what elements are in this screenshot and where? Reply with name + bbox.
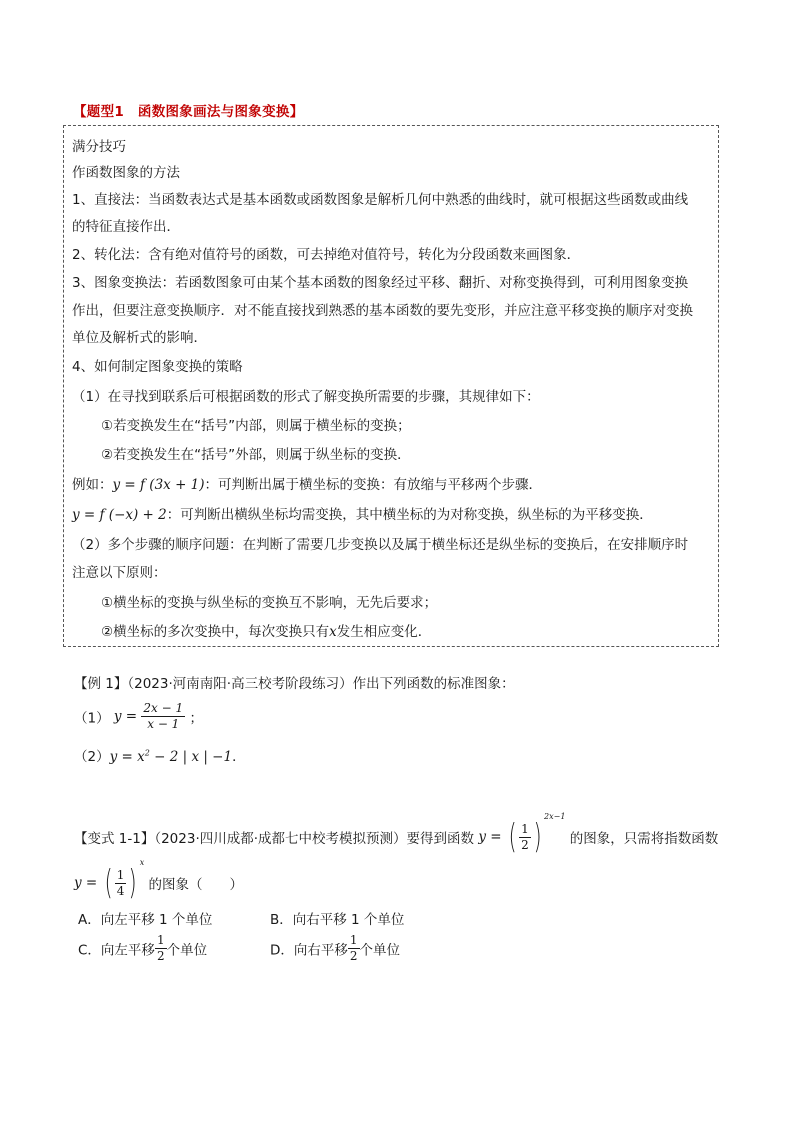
- option-b[interactable]: B．向右平移 1 个单位: [270, 912, 405, 928]
- tips-title: 满分技巧: [72, 139, 126, 155]
- f-numerator: 1: [521, 821, 529, 836]
- q1-end: ；: [189, 710, 203, 727]
- option-c-post: 个单位: [166, 942, 208, 959]
- variant-g-line: [74, 858, 244, 903]
- example-1-q2: [74, 745, 246, 765]
- example-1-title: 【例 1】（2023·河南南阳·高三校考阶段练习）作出下列函数的标准图象：: [74, 676, 515, 692]
- method-1-line-2: 的特征直接作出．: [72, 219, 180, 235]
- example-formula-2: y = f (−x) + 2: [72, 507, 167, 523]
- right-paren: ): [533, 817, 542, 857]
- method-title: 作函数图象的方法: [72, 165, 180, 181]
- g-numerator: 1: [116, 867, 125, 882]
- option-d-num: 1: [349, 933, 358, 947]
- principle-1: ①横坐标的变换与纵坐标的变换互不影响，无先后要求；: [101, 595, 438, 611]
- q2-formula: y = x: [109, 749, 145, 765]
- example-1-q1: [74, 701, 203, 732]
- g-denominator: 4: [116, 883, 125, 898]
- method-1-line-1: 1、直接法：当函数表达式是基本函数或函数图象是解析几何中熟悉的曲线时，就可根据这些函数或曲线: [72, 192, 689, 208]
- method-3-line-2: 作出，但要注意变换顺序．对不能直接找到熟悉的基本函数的要先变形，并应注意平移变换的顺序对变换: [72, 303, 693, 319]
- variant-g-fraction: [115, 868, 127, 899]
- option-d-pre: D．向右平移: [270, 942, 348, 959]
- option-d[interactable]: [270, 933, 400, 964]
- g-exponent: x: [139, 858, 145, 867]
- section-heading: 【题型1 函数图象画法与图象变换】: [73, 104, 304, 120]
- q1-denominator: x − 1: [147, 717, 180, 731]
- left-paren: (: [104, 863, 113, 903]
- option-a[interactable]: A．向左平移 1 个单位: [78, 912, 213, 928]
- q2-label: （2）: [74, 749, 110, 765]
- method-3-line-3: 单位及解析式的影响．: [72, 330, 207, 346]
- q1-fraction: [141, 701, 185, 732]
- variant-title-post: 的图象，只需将指数函数: [569, 831, 719, 847]
- option-c-pre: C．向左平移: [78, 942, 155, 959]
- example-explain-2: ：可判断出横纵坐标均需变换，其中横坐标的为对称变换，纵坐标的为平移变换．: [166, 507, 653, 523]
- principle-2-pre: ②横坐标的多次变换中，每次变换只有: [101, 624, 330, 640]
- q1-label: （1）: [74, 710, 110, 727]
- q2-exponent: 2: [144, 748, 150, 758]
- example-explain-1: ：可判断出属于横坐标的变换：有放缩与平移两个步骤．: [204, 477, 543, 493]
- principle-2-post: 发生相应变化．: [336, 624, 432, 640]
- example-line-2: [72, 503, 653, 523]
- option-d-den: 2: [349, 949, 358, 963]
- strategy-2-line-1: （2）多个步骤的顺序问题：在判断了需要几步变换以及属于横坐标还是纵坐标的变换后，在安排顺序时: [72, 537, 689, 553]
- strategy-2-line-2: 注意以下原则：: [72, 565, 167, 581]
- option-c-den: 2: [156, 949, 165, 963]
- example-formula-1: y = f (3x + 1): [112, 477, 205, 493]
- q2-end: ．: [232, 749, 246, 765]
- option-c[interactable]: [78, 933, 207, 964]
- variant-title: [74, 812, 719, 857]
- option-c-fraction: [155, 933, 167, 964]
- example-prefix: 例如：: [72, 477, 113, 493]
- q1-numerator: 2x − 1: [143, 701, 184, 715]
- strategy-title: 4、如何制定图象变换的策略: [72, 359, 243, 375]
- left-paren: (: [508, 817, 517, 857]
- method-2: 2、转化法：含有绝对值符号的函数，可去掉绝对值符号，转化为分段函数来画图象．: [72, 247, 581, 263]
- rule-inside-bracket: ①若变换发生在“括号”内部，则属于横坐标的变换；: [101, 418, 411, 434]
- option-d-fraction: [348, 933, 360, 964]
- method-3-line-1: 3、图象变换法：若函数图象可由某个基本函数的图象经过平移、翻折、对称变换得到，可利用图象变换: [72, 275, 689, 291]
- q2-formula-rest: − 2 | x | −1: [149, 749, 233, 765]
- example-line-1: [72, 473, 542, 493]
- principle-2: [101, 620, 431, 640]
- tips-box: [63, 125, 719, 647]
- option-d-post: 个单位: [359, 942, 401, 959]
- rule-outside-bracket: ②若变换发生在“括号”外部，则属于纵坐标的变换．: [101, 447, 411, 463]
- principle-2-var: x: [329, 624, 337, 640]
- strategy-1: （1）在寻找到联系后可根据函数的形式了解变换所需要的步骤，其规律如下：: [72, 389, 540, 405]
- right-paren: ): [129, 863, 138, 903]
- variant-title-pre: 【变式 1-1】（2023·四川成都·成都七中校考模拟预测）要得到函数: [74, 831, 475, 847]
- q1-lhs: y =: [113, 708, 138, 725]
- variant-g-post: 的图象（ ）: [148, 877, 244, 893]
- variant-f-fraction: [519, 822, 531, 853]
- f-denominator: 2: [521, 837, 529, 852]
- variant-f-lhs: y =: [478, 829, 502, 845]
- variant-g-lhs: y =: [74, 875, 98, 891]
- option-c-num: 1: [156, 933, 165, 947]
- f-exponent: 2x−1: [544, 812, 566, 821]
